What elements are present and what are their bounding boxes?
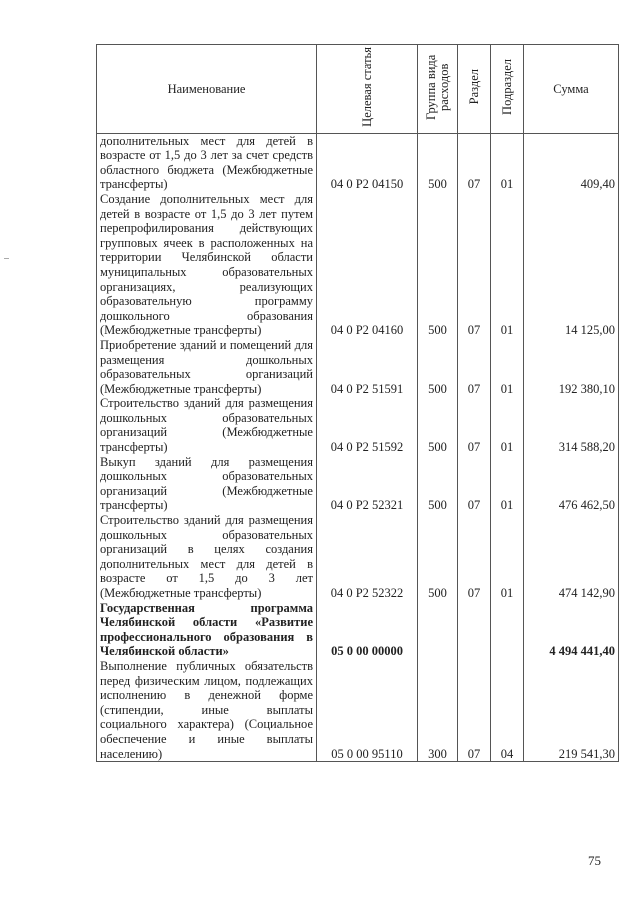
cell-section [458,601,491,659]
margin-mark [4,258,9,259]
cell-group [418,601,458,659]
header-group: Группа вида расходов [418,45,458,134]
cell-group: 500 [418,133,458,192]
table-row [97,455,619,513]
cell-name: Приобретение зданий и помещений для размещения дошкольных образовательных организаций (Межбюджетные трансферты) [97,338,317,396]
table-row [97,338,619,396]
cell-target: 04 0 P2 04150 [317,133,418,192]
budget-table [96,44,619,762]
table-row [97,601,619,659]
cell-subsection: 01 [491,455,524,513]
cell-sum: 4 494 441,40 [524,601,619,659]
cell-sum: 219 541,30 [524,659,619,762]
cell-sum: 409,40 [524,133,619,192]
table-row [97,396,619,454]
table-row [97,659,619,762]
cell-subsection: 01 [491,133,524,192]
cell-section: 07 [458,513,491,601]
cell-section: 07 [458,455,491,513]
header-target: Целевая статья [317,45,418,134]
cell-target: 04 0 P2 51592 [317,396,418,454]
cell-sum: 476 462,50 [524,455,619,513]
cell-sum: 474 142,90 [524,513,619,601]
cell-sum: 314 588,20 [524,396,619,454]
cell-group: 500 [418,513,458,601]
table-row [97,133,619,192]
table-header-row [97,45,619,134]
page-number: 75 [588,853,601,868]
cell-name: Строительство зданий для размещения дошкольных образовательных организаций в целях создания дополнительных мест для детей в возрасте от 1,5 до 3 лет (Межбюджетные трансферты) [97,513,317,601]
cell-target: 04 0 P2 04160 [317,192,418,338]
cell-section: 07 [458,133,491,192]
cell-section: 07 [458,659,491,762]
cell-subsection: 04 [491,659,524,762]
cell-target: 05 0 00 00000 [317,601,418,659]
header-name: Наименование [97,45,317,134]
cell-target: 04 0 P2 51591 [317,338,418,396]
cell-name: Создание дополнительных мест для детей в возрасте от 1,5 до 3 лет путем перепрофилирования действующих групповых ячеек в расположенных на территории Челябинской области муниципальных образовательных организациях, реализующих образовательную программу дошкольного образования (Межбюджетные трансферты) [97,192,317,338]
cell-name: Государственная программа Челябинской области «Развитие профессионального образования в Челябинской области» [97,601,317,659]
cell-name: Выкуп зданий для размещения дошкольных образовательных организаций (Межбюджетные трансферты) [97,455,317,513]
cell-subsection: 01 [491,513,524,601]
cell-sum: 192 380,10 [524,338,619,396]
cell-sum: 14 125,00 [524,192,619,338]
cell-subsection [491,601,524,659]
cell-group: 500 [418,338,458,396]
cell-subsection: 01 [491,338,524,396]
cell-name: дополнительных мест для детей в возрасте от 1,5 до 3 лет за счет средств областного бюджета (Межбюджетные трансферты) [97,133,317,192]
table-row [97,192,619,338]
cell-target: 04 0 P2 52321 [317,455,418,513]
header-sum: Сумма [524,45,619,134]
cell-name: Выполнение публичных обязательств перед физическим лицом, подлежащих исполнению в денежной форме (стипендии, иные выплаты социального характера) (Социальное обеспечение и иные выплаты населению) [97,659,317,762]
cell-group: 500 [418,455,458,513]
cell-target: 04 0 P2 52322 [317,513,418,601]
table-row [97,513,619,601]
cell-section: 07 [458,338,491,396]
header-subsection: Подраздел [491,45,524,134]
header-section: Раздел [458,45,491,134]
cell-subsection: 01 [491,192,524,338]
cell-name: Строительство зданий для размещения дошкольных образовательных организаций (Межбюджетные трансферты) [97,396,317,454]
cell-group: 500 [418,192,458,338]
cell-target: 05 0 00 95110 [317,659,418,762]
cell-subsection: 01 [491,396,524,454]
cell-section: 07 [458,192,491,338]
table-body [97,133,619,762]
cell-group: 500 [418,396,458,454]
cell-section: 07 [458,396,491,454]
cell-group: 300 [418,659,458,762]
